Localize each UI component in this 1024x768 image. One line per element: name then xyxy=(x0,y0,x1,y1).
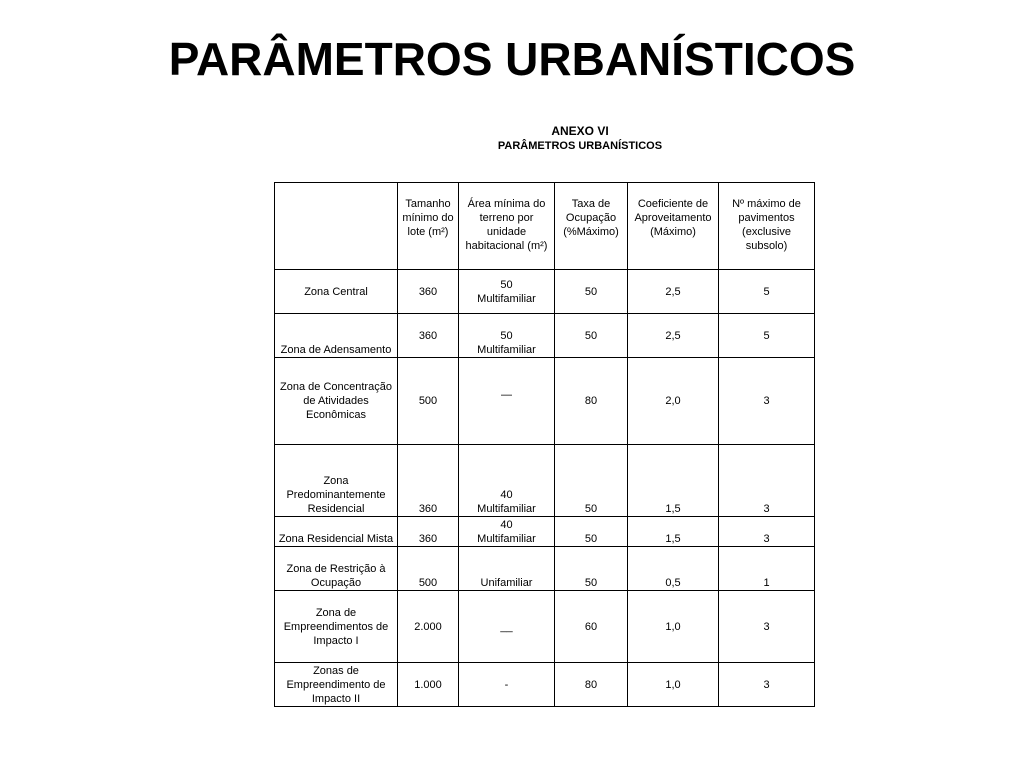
max-floors: 3 xyxy=(719,591,815,663)
occupancy-rate: 50 xyxy=(555,445,628,517)
coefficient: 2,5 xyxy=(628,270,719,314)
min-area-value: - xyxy=(504,678,509,691)
header-row xyxy=(275,183,815,270)
max-floors: 5 xyxy=(719,270,815,314)
min-area-type: Multifamiliar xyxy=(477,533,536,545)
min-area-type: Multifamiliar xyxy=(477,344,536,356)
table-row xyxy=(275,547,815,591)
max-floors: 3 xyxy=(719,663,815,707)
zone-name: Zona de Restrição à Ocupação xyxy=(275,547,398,591)
occupancy-rate: 50 xyxy=(555,314,628,358)
coefficient: 1,5 xyxy=(628,517,719,547)
annex-title: PARÂMETROS URBANÍSTICOS xyxy=(497,140,663,152)
table-row xyxy=(275,591,815,663)
occupancy-rate: 50 xyxy=(555,517,628,547)
min-area-value: — xyxy=(501,389,512,401)
coefficient: 2,0 xyxy=(628,358,719,445)
lot-size: 500 xyxy=(398,547,459,591)
table-row xyxy=(275,663,815,707)
coefficient: 1,0 xyxy=(628,663,719,707)
zone-name: Zona Residencial Mista xyxy=(275,517,398,547)
slide-title: PARÂMETROS URBANÍSTICOS xyxy=(168,33,856,85)
min-area-value: 40 xyxy=(500,519,513,531)
table-row xyxy=(275,358,815,445)
header-lot-size: Tamanho mínimo do lote (m²) xyxy=(398,183,459,270)
table-row xyxy=(275,270,815,314)
coefficient: 1,5 xyxy=(628,445,719,517)
header-max-floors: Nº máximo de pavimentos (exclusive subsolo) xyxy=(719,183,815,270)
occupancy-rate: 60 xyxy=(555,591,628,663)
max-floors: 3 xyxy=(719,445,815,517)
parameters-table xyxy=(274,182,815,707)
zone-name: Zona de Empreendimentos de Impacto I xyxy=(275,591,398,663)
lot-size: 360 xyxy=(398,270,459,314)
min-area-type: Unifamiliar xyxy=(480,577,533,589)
min-area-value: 50 xyxy=(500,330,513,342)
zone-name: Zona de Concentração de Atividades Econômicas xyxy=(275,358,398,445)
header-zone xyxy=(275,183,398,270)
min-area-type: Multifamiliar xyxy=(477,503,536,515)
occupancy-rate: 80 xyxy=(555,663,628,707)
min-area xyxy=(459,314,555,358)
table-row xyxy=(275,314,815,358)
min-area xyxy=(459,663,555,707)
min-area xyxy=(459,358,555,445)
header-occupancy-rate: Taxa de Ocupação (%Máximo) xyxy=(555,183,628,270)
occupancy-rate: 50 xyxy=(555,270,628,314)
max-floors: 3 xyxy=(719,358,815,445)
lot-size: 2.000 xyxy=(398,591,459,663)
min-area-value: 50 xyxy=(500,278,513,291)
coefficient: 0,5 xyxy=(628,547,719,591)
annex-heading xyxy=(440,124,720,154)
max-floors: 1 xyxy=(719,547,815,591)
lot-size: 360 xyxy=(398,314,459,358)
min-area xyxy=(459,517,555,547)
coefficient: 1,0 xyxy=(628,591,719,663)
max-floors: 3 xyxy=(719,517,815,547)
header-coefficient: Coeficiente de Aproveitamento (Máximo) xyxy=(628,183,719,270)
lot-size: 360 xyxy=(398,445,459,517)
annex-number: ANEXO VI xyxy=(551,124,609,138)
zone-name: Zona Predominantemente Residencial xyxy=(275,445,398,517)
zone-name: Zona Central xyxy=(275,270,398,314)
max-floors: 5 xyxy=(719,314,815,358)
min-area xyxy=(459,591,555,663)
min-area-value: __ xyxy=(500,620,513,633)
zone-name: Zonas de Empreendimento de Impacto II xyxy=(275,663,398,707)
occupancy-rate: 80 xyxy=(555,358,628,445)
min-area xyxy=(459,270,555,314)
coefficient: 2,5 xyxy=(628,314,719,358)
occupancy-rate: 50 xyxy=(555,547,628,591)
lot-size: 500 xyxy=(398,358,459,445)
min-area-type: Multifamiliar xyxy=(477,292,536,305)
min-area-value: 40 xyxy=(500,489,513,501)
header-min-area: Área mínima do terreno por unidade habitacional (m²) xyxy=(459,183,555,270)
zone-name: Zona de Adensamento xyxy=(275,314,398,358)
lot-size: 1.000 xyxy=(398,663,459,707)
min-area xyxy=(459,547,555,591)
lot-size: 360 xyxy=(398,517,459,547)
min-area xyxy=(459,445,555,517)
table-row xyxy=(275,445,815,517)
table-row xyxy=(275,517,815,547)
